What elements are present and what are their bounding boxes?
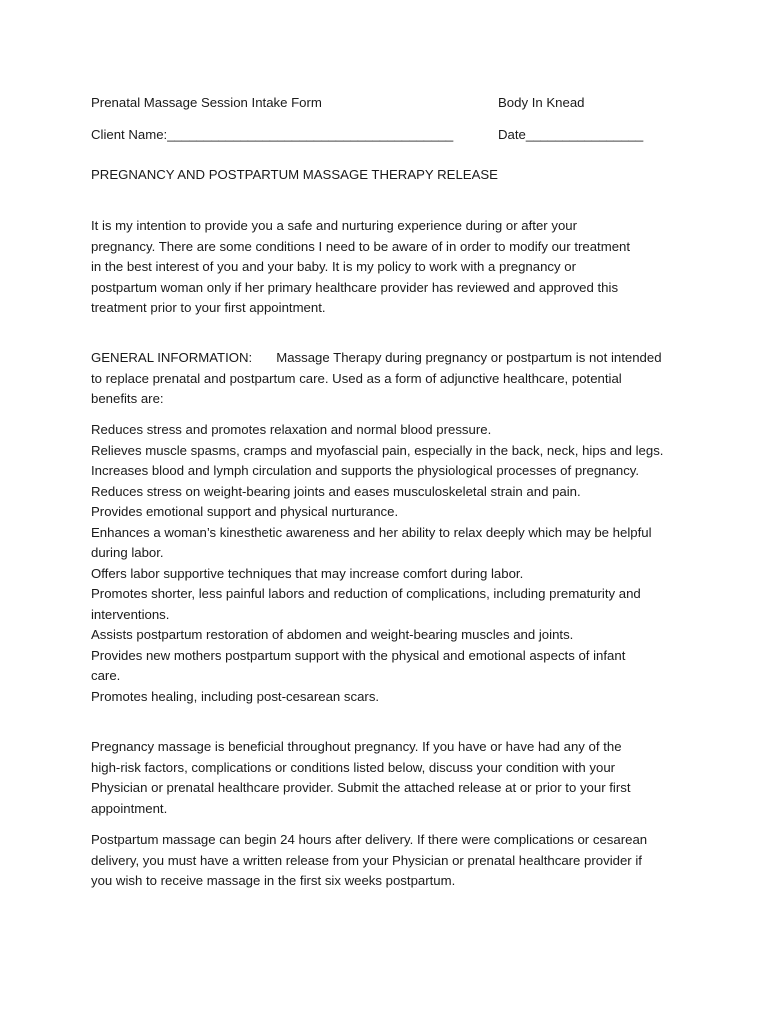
client-name-field[interactable]: Client Name:_______________________________________ — [91, 127, 454, 142]
form-title: Prenatal Massage Session Intake Form — [91, 95, 322, 110]
benefit-line: Provides new mothers postpartum support with the physical and emotional aspects of infant — [91, 647, 626, 663]
postpartum-massage-paragraph — [91, 830, 691, 892]
postpartum-line: you wish to receive massage in the first six weeks postpartum. — [91, 873, 456, 888]
general-info-label: GENERAL INFORMATION: — [91, 350, 253, 365]
general-information-paragraph — [91, 348, 691, 410]
intro-paragraph — [91, 216, 691, 319]
benefit-line: during labor. — [91, 545, 164, 560]
benefit-line: Enhances a woman’s kinesthetic awareness and her ability to relax deeply which may be helpful — [91, 524, 652, 540]
benefit-line: interventions. — [91, 606, 170, 622]
release-title: PREGNANCY AND POSTPARTUM MASSAGE THERAPY RELEASE — [91, 167, 498, 182]
pregnancy-line: Pregnancy massage is beneficial throughout pregnancy. If you have or have had any of the — [91, 739, 622, 754]
benefit-line: Promotes shorter, less painful labors and reduction of complications, including prematurity and — [91, 586, 641, 601]
date-field[interactable]: Date________________ — [498, 127, 644, 142]
pregnancy-line: high-risk factors, complications or conditions listed below, discuss your condition with your — [91, 759, 616, 775]
benefit-line: Provides emotional support and physical nurturance. — [91, 504, 399, 519]
postpartum-line: Postpartum massage can begin 24 hours after delivery. If there were complications or cesarean — [91, 832, 648, 847]
benefit-line: Offers labor supportive techniques that may increase comfort during labor. — [91, 565, 524, 581]
benefit-line: Reduces stress on weight-bearing joints and eases musculoskeletal strain and pain. — [91, 483, 581, 499]
intro-line: pregnancy. There are some conditions I need to be aware of in order to modify our treatment — [91, 238, 631, 254]
business-name: Body In Knead — [498, 95, 585, 110]
general-info-line: to replace prenatal and postpartum care. Used as a form of adjunctive healthcare, potential — [91, 370, 622, 386]
intro-line: It is my intention to provide you a safe and nurturing experience during or after your — [91, 218, 578, 233]
benefit-line: Reduces stress and promotes relaxation and normal blood pressure. — [91, 422, 492, 437]
general-info-first-line — [91, 348, 691, 369]
pregnancy-massage-paragraph — [91, 737, 691, 819]
benefit-line: Promotes healing, including post-cesarean scars. — [91, 688, 380, 704]
pregnancy-line: Physician or prenatal healthcare provider. Submit the attached release at or prior to your first — [91, 780, 631, 795]
postpartum-line: delivery, you must have a written release from your Physician or prenatal healthcare provider if — [91, 852, 642, 868]
intro-line: postpartum woman only if her primary healthcare provider has reviewed and approved this — [91, 279, 619, 295]
benefit-line: Relieves muscle spasms, cramps and myofascial pain, especially in the back, neck, hips and legs. — [91, 442, 664, 458]
general-info-text: Massage Therapy during pregnancy or postpartum is not intended — [276, 350, 662, 365]
benefit-line: Assists postpartum restoration of abdomen and weight-bearing muscles and joints. — [91, 627, 574, 642]
pregnancy-line: appointment. — [91, 800, 168, 816]
intro-line: treatment prior to your first appointment. — [91, 300, 326, 315]
benefit-line: Increases blood and lymph circulation and supports the physiological processes of pregnancy. — [91, 463, 640, 478]
benefits-list — [91, 420, 691, 707]
benefit-line: care. — [91, 668, 121, 683]
intro-line: in the best interest of you and your baby. It is my policy to work with a pregnancy or — [91, 259, 577, 274]
general-info-line: benefits are: — [91, 391, 164, 406]
